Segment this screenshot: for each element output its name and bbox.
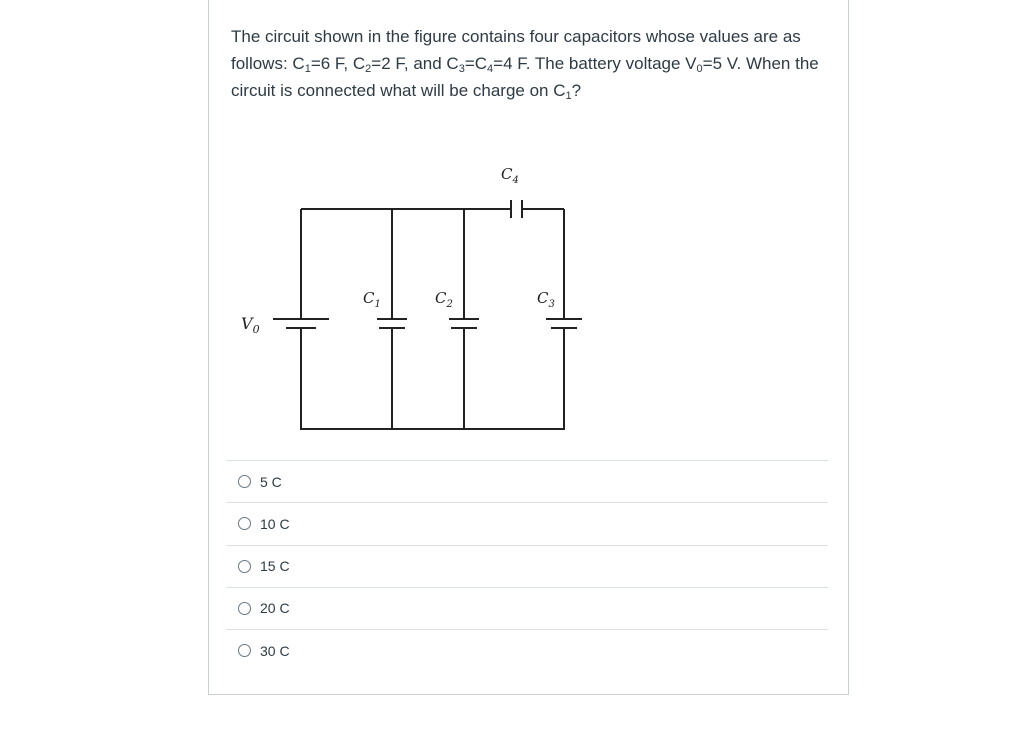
c4-label: $C_4$ [501,165,519,186]
answer-label: 5 C [260,473,282,490]
answer-option[interactable] [226,587,828,629]
answer-option[interactable] [226,502,828,544]
question-text: The circuit shown in the figure contains four capacitors whose values are as follows: $C_1=6$ F, $C_2=2$ F, and $C_3=C_4=4$ F. The battery voltage $V_0=5$ V. When the circuit is connected what will be charge on $C_1$? [231,27,819,102]
radio-button[interactable] [238,560,251,573]
radio-button[interactable] [238,475,251,488]
radio-button[interactable] [238,517,251,530]
battery-label: $V_0$ [241,314,260,336]
c2-label: $C_2$ [435,289,453,310]
answer-label: 20 C [260,600,290,617]
answer-label: 15 C [260,558,290,575]
radio-button[interactable] [238,602,251,615]
answer-option[interactable] [226,545,828,587]
c1-label: $C_1$ [363,289,381,310]
answer-label: 30 C [260,642,290,659]
answer-list [226,460,828,671]
answer-label: 10 C [260,515,290,532]
c3-label: $C_3$ [537,289,555,310]
answer-option[interactable] [226,460,828,502]
answer-option[interactable] [226,629,828,671]
question-card [208,0,849,695]
radio-button[interactable] [238,644,251,657]
circuit-diagram [231,159,611,439]
